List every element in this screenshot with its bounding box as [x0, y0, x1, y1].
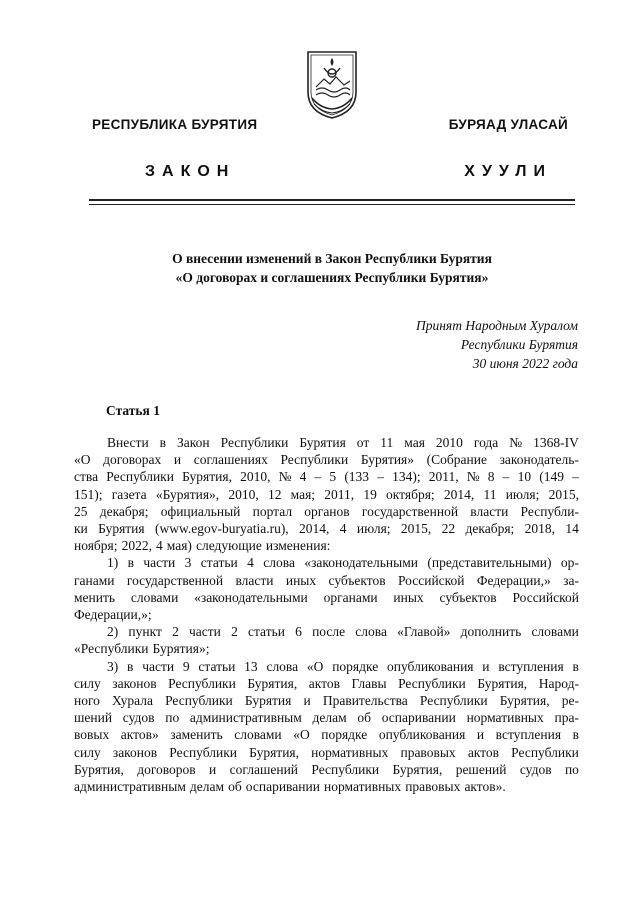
body-word: Республики — [511, 744, 579, 760]
body-line — [74, 623, 579, 640]
coat-of-arms-icon — [304, 46, 360, 120]
body-word: 9 — [182, 658, 190, 674]
body-word: Бурятия — [244, 693, 292, 709]
body-word: решений — [455, 761, 507, 777]
body-word: соглашений — [229, 761, 299, 777]
body-word: оспаривании — [381, 710, 456, 726]
body-word: следующие — [195, 538, 262, 554]
body-word: 25 — [74, 503, 88, 519]
body-word: об — [228, 779, 242, 795]
law-title — [89, 249, 575, 287]
body-word: и — [209, 761, 217, 777]
body-line — [74, 709, 579, 726]
body-word: Республики — [220, 435, 289, 450]
body-word: газета — [111, 486, 147, 502]
body-word: «Республики — [74, 641, 149, 657]
body-word: и — [303, 693, 311, 709]
body-word: Федерации,» — [476, 572, 551, 588]
body-word: 2010, — [228, 486, 259, 502]
body-word: октября; — [386, 486, 435, 502]
body-word: мая) — [166, 538, 192, 554]
body-word: законов — [112, 675, 157, 691]
body-word: изменения: — [265, 538, 331, 554]
body-word: декабря; — [465, 521, 515, 537]
body-line — [74, 744, 579, 761]
body-word: словами — [130, 589, 179, 605]
body-word: договоров — [137, 761, 196, 777]
body-word: Бурятия, — [74, 761, 124, 777]
body-word: № — [509, 435, 523, 450]
body-line — [74, 537, 579, 554]
adoption-note — [416, 316, 578, 373]
body-word: портал — [252, 503, 293, 519]
body-word: в — [572, 658, 579, 674]
body-word: «О — [306, 658, 324, 674]
body-word: в — [127, 555, 134, 571]
body-word: иных — [393, 589, 424, 605]
body-word: 19 — [363, 486, 377, 502]
body-word: 2011, — [428, 469, 459, 485]
body-word: 10 — [517, 469, 532, 485]
body-word: органами — [323, 589, 378, 605]
body-word: опубликования — [387, 658, 474, 674]
body-word: правовых — [400, 744, 456, 760]
body-word: Бурятия, — [247, 675, 298, 691]
body-line — [74, 675, 579, 692]
body-word: ства — [74, 469, 99, 485]
law-title-line: «О договорах и соглашениях Республики Бурятия» — [175, 270, 489, 285]
body-word: Бурятия, — [499, 693, 550, 709]
body-word: 4 — [339, 521, 347, 537]
body-word: официальный — [160, 503, 241, 519]
body-word: 11 — [483, 486, 497, 502]
body-word: словами — [234, 727, 282, 743]
body-word: 13 — [244, 658, 258, 674]
body-word: (133 — [344, 469, 370, 485]
body-word: нормативных — [466, 710, 544, 726]
body-word: Бурятия, — [477, 675, 528, 691]
body-word: судов — [519, 761, 552, 777]
body-word: власти — [235, 572, 274, 588]
body-word: Бурятия, — [392, 761, 443, 777]
body-line — [74, 692, 579, 709]
body-word: ре- — [561, 693, 579, 709]
adoption-note-line: Принят Народным Хуралом — [415, 318, 578, 333]
body-word: ганами — [74, 572, 115, 588]
body-word: силу — [74, 675, 101, 691]
adoption-note-line: Республики Бурятия — [460, 337, 578, 352]
body-word: ного — [74, 693, 100, 709]
body-word: нормативных — [323, 779, 402, 795]
body-word: Российской — [397, 572, 465, 588]
body-word: Республики — [419, 693, 488, 709]
body-word: 2014, — [299, 521, 330, 537]
body-word: № — [278, 469, 292, 485]
body-word: – — [502, 469, 510, 485]
body-word: словами — [531, 624, 579, 640]
body-word: 4 — [247, 555, 254, 571]
body-word: от — [356, 435, 370, 450]
body-line — [74, 468, 579, 485]
body-word: пункт — [128, 624, 162, 640]
body-line — [74, 726, 579, 743]
body-word: 2015, — [400, 521, 432, 537]
body-word: законов — [112, 744, 158, 760]
body-word: Российской — [512, 589, 579, 605]
body-word: ор- — [560, 555, 579, 571]
body-word: актов — [467, 744, 500, 760]
body-word: «О — [74, 452, 91, 468]
body-word: ки — [74, 521, 88, 537]
body-word: статьи — [248, 624, 285, 640]
body-word: делам — [312, 710, 347, 726]
body-word: 2014, — [443, 486, 475, 502]
body-line — [74, 640, 579, 657]
body-word: в — [572, 727, 579, 743]
republic-name-buryat: БУРЯАД УЛАСАЙ — [448, 117, 568, 132]
body-word: менить — [74, 589, 116, 605]
body-word: делам — [189, 779, 225, 795]
body-line — [74, 606, 579, 623]
body-word: (Собрание — [426, 452, 487, 468]
body-word: Республики — [398, 675, 466, 691]
body-word: 2018, — [524, 521, 556, 537]
body-line — [74, 503, 579, 520]
body-word: Бурятия — [98, 521, 145, 537]
body-word: Республики — [168, 675, 236, 691]
body-word: по — [564, 761, 579, 777]
body-word: актов» — [120, 727, 159, 743]
body-word: Республики — [280, 452, 349, 468]
body-line — [74, 520, 579, 537]
body-word: 151); — [74, 486, 103, 502]
body-word: силу — [74, 744, 101, 760]
republic-name-russian: РЕСПУБЛИКА БУРЯТИЯ — [92, 117, 258, 132]
body-word: Хурала — [112, 693, 153, 709]
body-word: законодатель- — [499, 452, 579, 468]
body-word: Народ- — [538, 675, 579, 691]
body-word: в — [127, 658, 134, 674]
body-word: оспаривании — [245, 779, 320, 795]
body-word: 6 — [295, 624, 302, 640]
body-word: и — [482, 658, 490, 674]
header-divider-thick — [89, 199, 575, 201]
body-word: 14 — [565, 521, 579, 537]
article-body — [74, 434, 579, 795]
body-word: Федерации,»; — [74, 607, 152, 623]
body-line — [74, 486, 579, 503]
header-divider-thin — [89, 204, 575, 205]
body-word: Закон — [177, 435, 210, 450]
body-word: вступления — [495, 727, 562, 743]
body-word: «Бурятия», — [155, 486, 220, 502]
body-word: 5 — [329, 469, 337, 485]
body-word: 2011, — [324, 486, 355, 502]
body-word: административным — [74, 779, 186, 795]
body-word: актов». — [464, 779, 506, 795]
body-word: «Главой» — [397, 624, 451, 640]
body-line — [74, 658, 579, 675]
body-word: Республики — [106, 469, 174, 485]
body-word: государственной — [126, 572, 224, 588]
body-line — [74, 778, 579, 795]
body-word: субъектов — [328, 572, 386, 588]
body-word: Бурятия» — [360, 452, 415, 468]
body-word: 2 — [172, 624, 179, 640]
body-word: в — [159, 435, 167, 450]
body-word: статьи — [198, 658, 236, 674]
body-word: 1) — [107, 555, 119, 571]
body-word: вовых — [74, 727, 110, 743]
body-word: 2022, — [121, 538, 152, 554]
body-word: административным — [189, 710, 302, 726]
body-word: за- — [563, 572, 579, 588]
body-word: «законодательными — [194, 589, 308, 605]
body-word: правовых — [405, 779, 461, 795]
body-word: порядке — [332, 658, 379, 674]
body-word: Бурятия, — [249, 744, 300, 760]
body-word: пра- — [554, 710, 579, 726]
body-word: июля; — [356, 521, 391, 537]
body-word: 2010 — [435, 435, 463, 450]
body-word: дополнить — [460, 624, 522, 640]
body-word: 8 — [487, 469, 495, 485]
body-word: заменить — [170, 727, 223, 743]
body-word: Главы — [351, 675, 387, 691]
body-line — [74, 761, 579, 778]
body-word: 2) — [107, 624, 119, 640]
body-word: договорах — [103, 452, 162, 468]
body-word: Республи- — [520, 503, 579, 519]
body-word: Республики — [165, 693, 233, 709]
adoption-date: 30 июня 2022 года — [472, 356, 578, 371]
body-word: части — [143, 555, 176, 571]
body-word: нормативных — [311, 744, 389, 760]
body-word: государственной — [361, 503, 459, 519]
body-word: актов — [308, 675, 340, 691]
body-word: слова — [266, 658, 299, 674]
body-word: (149 — [539, 469, 564, 485]
body-word: 3) — [107, 658, 119, 674]
body-word: субъектов — [439, 589, 497, 605]
body-word: части — [189, 624, 221, 640]
body-line — [74, 451, 579, 468]
body-word: «законодательными — [304, 555, 418, 571]
body-word: 2 — [231, 624, 238, 640]
article-heading: Статья 1 — [106, 403, 160, 418]
body-word: Бурятия — [299, 435, 346, 450]
body-word: части — [142, 658, 175, 674]
body-word: декабря; — [99, 503, 149, 519]
body-word: Правительства — [322, 693, 408, 709]
body-word: судов — [122, 710, 155, 726]
body-line — [74, 572, 579, 589]
body-word: вступления — [498, 658, 564, 674]
body-word: шений — [74, 710, 113, 726]
body-word: мая — [404, 435, 425, 450]
body-word: «О — [293, 727, 310, 743]
body-word: (www.egov-buryatia.ru), — [154, 521, 289, 537]
body-word: опубликования — [378, 727, 466, 743]
body-word: Бурятия, — [182, 469, 232, 485]
body-word: 11 — [380, 435, 394, 450]
body-word: июля; — [505, 486, 540, 502]
body-word: порядке — [321, 727, 368, 743]
body-word: 1368-IV — [533, 435, 579, 450]
body-word: 2015, — [548, 486, 579, 502]
body-word: 22 — [441, 521, 456, 537]
body-word: по — [165, 710, 180, 726]
body-word: – — [314, 469, 322, 485]
body-word: 4 — [155, 538, 163, 554]
body-word: и — [476, 727, 485, 743]
body-word: статьи — [200, 555, 238, 571]
body-word: 12 — [267, 486, 282, 502]
body-word: Республики — [169, 744, 238, 760]
body-word: № — [466, 469, 480, 485]
body-word: слова — [263, 555, 295, 571]
law-label-russian: ЗАКОН — [145, 163, 236, 180]
body-word: Республики — [311, 761, 380, 777]
body-word: органов — [304, 503, 350, 519]
body-word: Бурятия»; — [152, 641, 210, 657]
body-line — [74, 434, 579, 451]
body-line — [74, 554, 579, 571]
body-word: 3 — [184, 555, 192, 571]
body-word: власти — [470, 503, 509, 519]
body-word: мая; — [290, 486, 316, 502]
body-word: об — [357, 710, 371, 726]
body-word: 134); — [392, 469, 421, 485]
body-word: и — [173, 452, 182, 468]
body-word: иных — [285, 572, 317, 588]
body-word: года — [473, 435, 499, 450]
law-title-line: О внесении изменений в Закон Республики Бурятия — [172, 251, 492, 266]
body-word: (представительными) — [427, 555, 552, 571]
body-word: – — [572, 469, 579, 485]
body-word: ноября; — [74, 538, 118, 554]
body-word: 2010, — [240, 469, 271, 485]
body-word: – — [377, 469, 384, 485]
body-word: слова — [355, 624, 387, 640]
body-line — [74, 589, 579, 606]
body-word: Внести — [107, 435, 149, 450]
body-word: соглашениях — [193, 452, 268, 468]
law-label-buryat: ХУУЛИ — [464, 163, 552, 180]
body-word: 4 — [299, 469, 307, 485]
body-word: после — [312, 624, 346, 640]
